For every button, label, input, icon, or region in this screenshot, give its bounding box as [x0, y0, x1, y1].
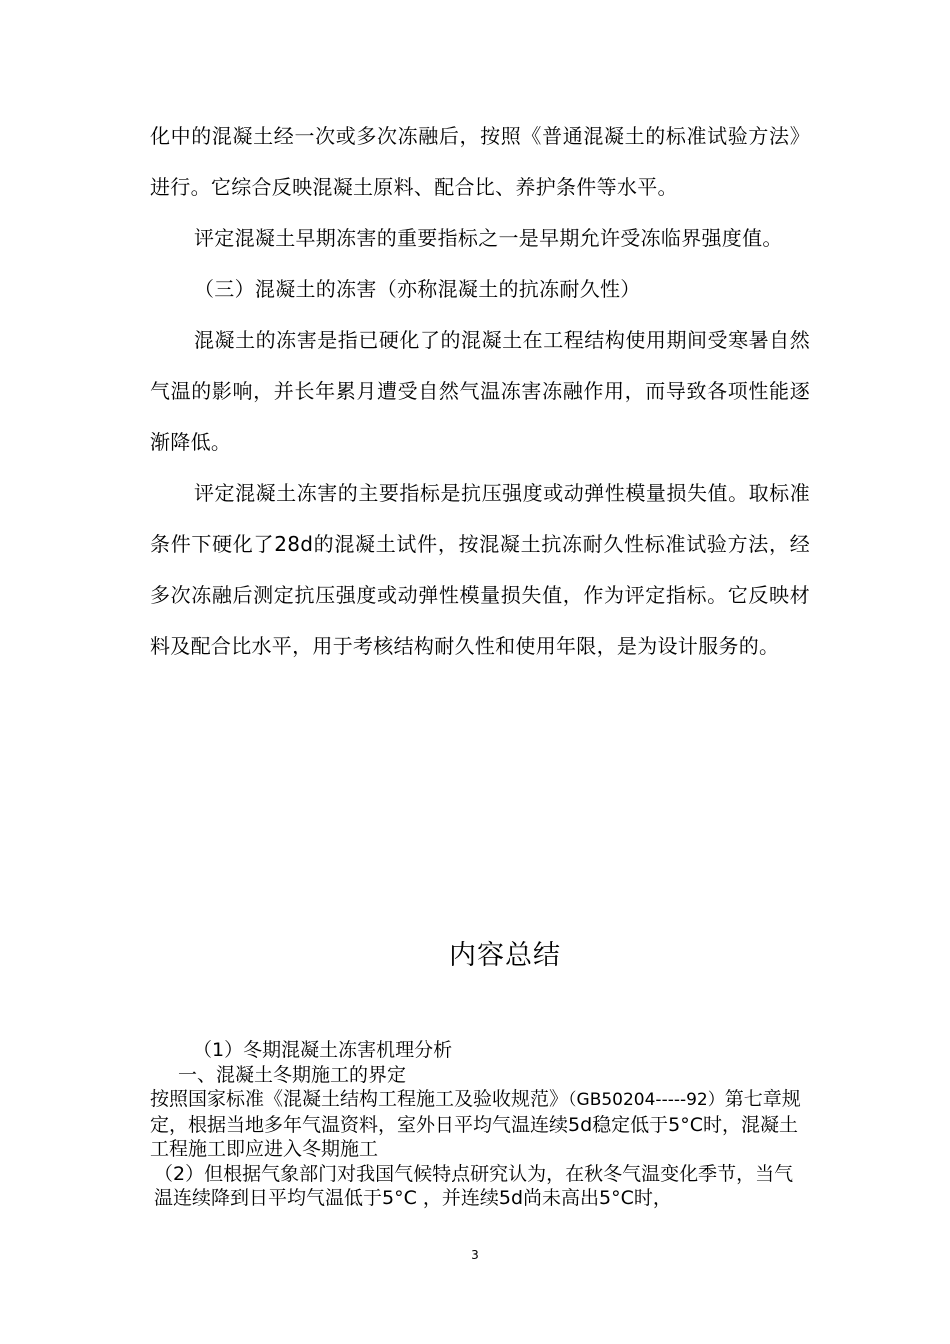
summary-line-3-code: （GB50204-----92）: [568, 1090, 725, 1110]
page-number: 3: [471, 1248, 479, 1262]
summary-line-3: [150, 1087, 810, 1162]
main-body: [150, 111, 810, 672]
paragraph-frost-damage-definition: 混凝土的冻害是指已硬化了的混凝土在工程结构使用期间受寒暑自然气温的影响，并长年累月遭受自然气温冻害冻融作用，而导致各项性能逐渐降低。: [150, 328, 810, 454]
paragraph-frost-damage-evaluation: 评定混凝土冻害的主要指标是抗压强度或动弹性模量损失值。取标准条件下硬化了28d的混凝土试件，按混凝土抗冻耐久性标准试验方法，经多次冻融后测定抗压强度或动弹性模量损失值，作为评定指标。它反映材料及配合比水平，用于考核结构耐久性和使用年限，是为设计服务的。: [150, 481, 810, 658]
section-heading-frost-damage: （三）混凝土的冻害（亦称混凝土的抗冻耐久性）: [194, 277, 641, 301]
summary-title: 内容总结: [449, 940, 561, 971]
paragraph-early-frost-index: 评定混凝土早期冻害的重要指标之一是早期允许受冻临界强度值。: [194, 226, 783, 250]
summary-line-1: （1）冬期混凝土冻害机理分析: [193, 1039, 453, 1061]
paragraph-continuation: 化中的混凝土经一次或多次冻融后，按照《普通混凝土的标准试验方法》进行。它综合反映混凝土原料、配合比、养护条件等水平。: [150, 124, 810, 199]
summary-line-3-main: 按照国家标准《混凝土结构工程施工及验收规范》: [150, 1088, 569, 1110]
summary-line-3-tail: 第七章规定，根据当地多年气温资料，室外日平均气温连续5d稳定低于5°C时，混凝土工程施工即应进入冬期施工: [150, 1088, 801, 1160]
summary-line-4: （2）但根据气象部门对我国气候特点研究认为，在秋冬气温变化季节，当气温连续降到日平均气温低于5°C ，并连续5d尚未高出5°C时，: [154, 1162, 794, 1209]
summary-section: [150, 1038, 810, 1211]
summary-line-2: 一、混凝土冬期施工的界定: [178, 1063, 407, 1086]
